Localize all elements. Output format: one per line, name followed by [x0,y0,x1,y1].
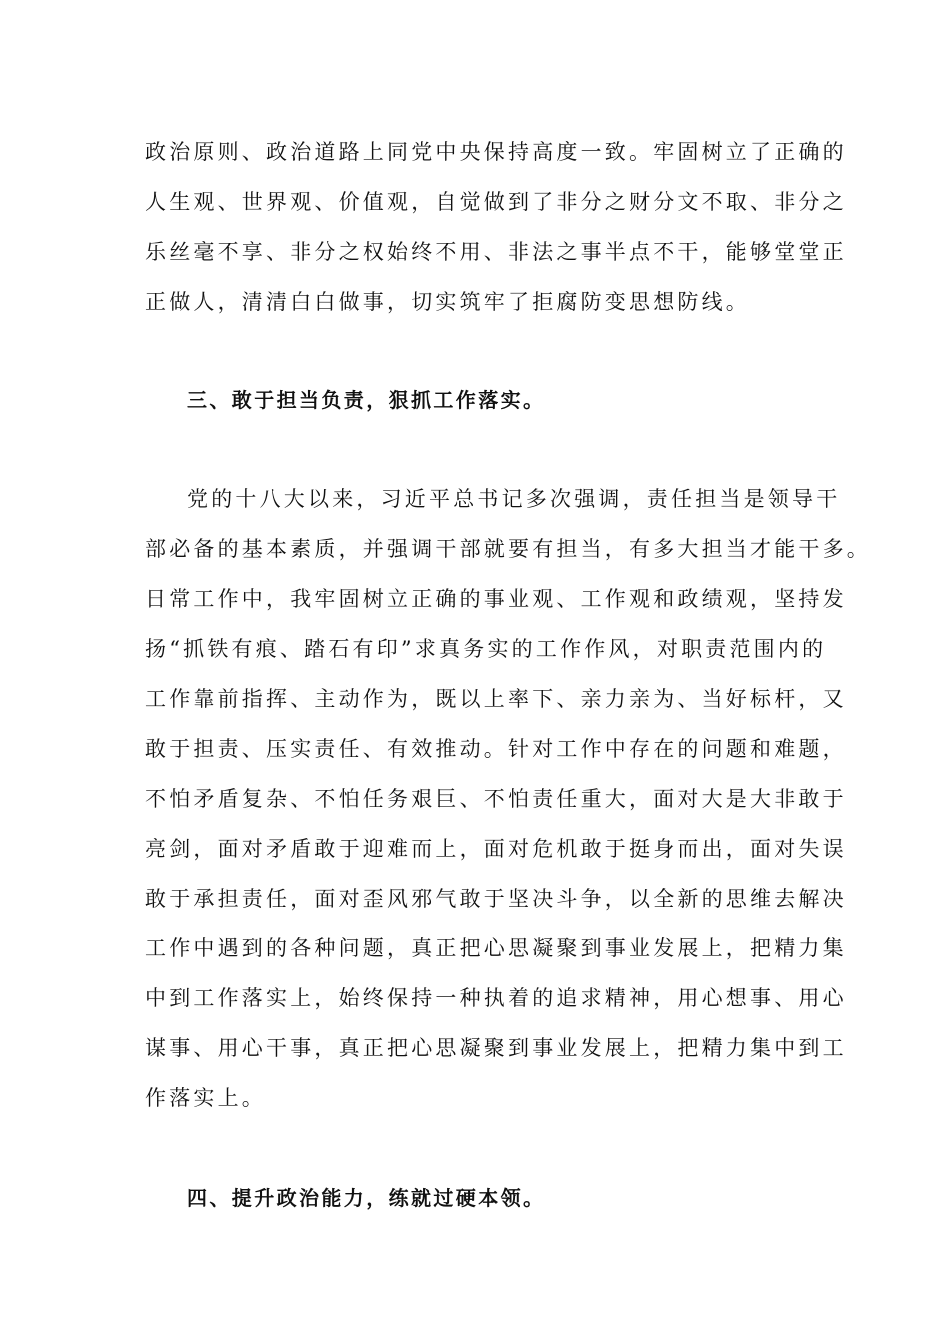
paragraph-2-line-5: 工作靠前指挥、主动作为，既以上率下、亲力亲为、当好标杆，又 [145,687,847,711]
paragraph-2-line-4: 扬“抓铁有痕、踏石有印”求真务实的工作作风，对职责范围内的 [145,637,827,661]
section-heading-4: 四、提升政治能力，练就过硬本领。 [187,1186,546,1210]
paragraph-2-line-11: 中到工作落实上，始终保持一种执着的追求精神，用心想事、用心 [145,986,847,1010]
paragraph-1-line-3: 乐丝毫不享、非分之权始终不用、非法之事半点不干，能够堂堂正 [145,240,847,264]
paragraph-1-line-4: 正做人，清清白白做事，切实筑牢了拒腐防变思想防线。 [145,290,750,314]
paragraph-2-line-9: 敢于承担责任，面对歪风邪气敢于坚决斗争，以全新的思维去解决 [145,887,847,911]
paragraph-2-line-13: 作落实上。 [145,1086,266,1110]
paragraph-2-line-7: 不怕矛盾复杂、不怕任务艰巨、不怕责任重大，面对大是大非敢于 [145,787,847,811]
paragraph-1-line-1: 政治原则、政治道路上同党中央保持高度一致。牢固树立了正确的 [145,140,847,164]
paragraph-1-line-2: 人生观、世界观、价值观，自觉做到了非分之财分文不取、非分之 [145,190,847,214]
section-heading-3: 三、敢于担当负责，狠抓工作落实。 [187,388,546,412]
paragraph-2-line-1: 党的十八大以来，习近平总书记多次强调，责任担当是领导干 [187,487,841,511]
paragraph-2-line-3: 日常工作中，我牢固树立正确的事业观、工作观和政绩观，坚持发 [145,587,847,611]
paragraph-2-line-10: 工作中遇到的各种问题，真正把心思凝聚到事业发展上，把精力集 [145,936,847,960]
paragraph-2-line-8: 亮剑，面对矛盾敢于迎难而上，面对危机敢于挺身而出，面对失误 [145,837,847,861]
paragraph-2-line-12: 谋事、用心干事，真正把心思凝聚到事业发展上，把精力集中到工 [145,1036,847,1060]
paragraph-2-line-2: 部必备的基本素质，并强调干部就要有担当，有多大担当才能干多。 [145,537,871,561]
paragraph-2-line-6: 敢于担责、压实责任、有效推动。针对工作中存在的问题和难题， [145,737,847,761]
